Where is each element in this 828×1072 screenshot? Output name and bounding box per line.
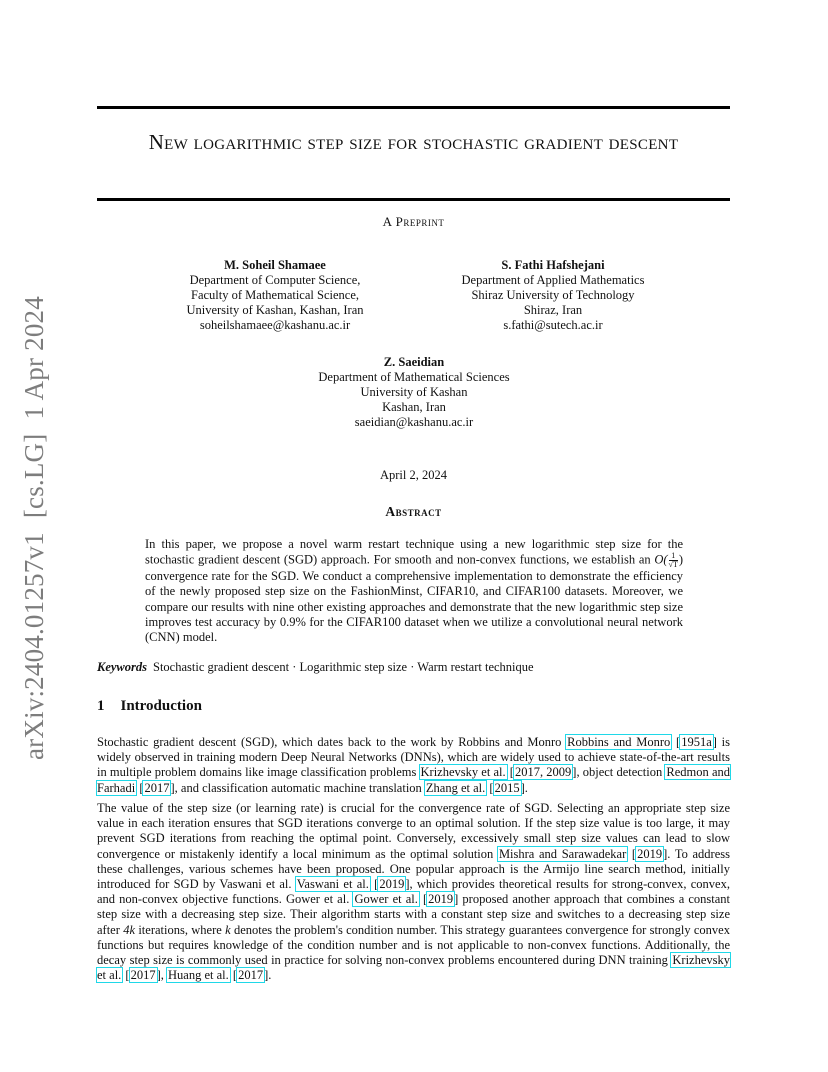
text-run: is widely observed in training modern Deep Neural Networks (DNNs), which are widely used to achieve state-of-the-art results in multiple problem domains like image classification problems [97,735,730,780]
citation-link[interactable]: Gower et al. [354,892,418,907]
citation-link[interactable]: Robbins and Monro [567,735,671,749]
author-email[interactable]: saeidian@kashanu.ac.ir [354,415,474,429]
citation-year-link[interactable]: 2019 [428,892,454,907]
paper-title: New logarithmic step size for stochastic gradient descent [148,130,679,154]
text-run: iterations, where [135,922,226,937]
citation-year-link[interactable]: 2017, 2009 [514,765,572,780]
section-number: 1 [97,698,105,714]
author-affiliation: Department of Computer Science, [189,273,361,287]
arxiv-category: [cs.LG] [19,433,49,519]
citation-year-link[interactable]: 1951a [681,735,712,749]
arxiv-stamp [19,282,50,760]
author-email[interactable]: s.fathi@sutech.ac.ir [503,318,603,332]
keywords-label: Keywords [97,660,147,674]
text-run: . [268,968,272,983]
text-run: Stochastic gradient descent (SGD), which dates back to the work by Robbins and Monro [97,735,567,749]
text-run: , [160,968,168,983]
preprint-label: A Preprint [382,214,445,229]
citation-year-link[interactable]: 2017 [144,780,170,795]
author-affiliation: Kashan, Iran [382,400,446,414]
math-fraction [669,552,678,569]
intro-paragraph-2: The value of the step size (or learning rate) is crucial for the convergence rate of SGD. Selecting an appropriate step size value in each iteration ensures that SGD iterations converge to an optimal solution. If the step size value is too large, it may prevent SGD iterations from reaching the optimal point. Conversely, excessively small step size values can lead to slow convergence or mistakenly identify a local minimum as the optimal solution Mishra and Sarawadekar [2019]. To address these challenges, various schemes have been proposed. One popular approach is the Armijo line search method, initially introduced for SGD by Vaswani et al. Vaswani et al. [2019], which provides theoretical results for strong-convex, convex, and non-convex objective functions. Gower et al. Gower et al. [2019] proposed another approach that combines a constant step size with a decreasing step size. Their algorithm starts with a constant step size and switches to a decreasing step size after 4k iterations, where k denotes the problem's condition number. This strategy guarantees convergence for strongly convex functions but requires knowledge of the condition number and is not applicable to non-convex functions. Additionally, the decay step size is commonly used in practice for solving non-convex problems encountered during DNN training Krizhevsky et al. [2017], Huang et al. [2017]. [97,801,731,983]
text-run: , object detection [576,765,666,780]
text-run: , which provides theoretical results for strong-convex, convex, and non-convex objective functions. Gower et al. [97,877,730,907]
author-affiliation: Department of Applied Mathematics [461,273,645,287]
citation-year-link[interactable]: 2017 [130,968,156,983]
math-inline: k [225,922,231,937]
citation-link[interactable]: Mishra and Sarawadekar [498,846,627,861]
author-block-1 [160,258,390,333]
text-run: denotes the problem's condition number. This strategy guarantees convergence for strongly convex functions but requires knowledge of the condition number and is not applicable to non-convex functions. Additionally, the decay step size is commonly used in practice for solving non-convex problems encountered during DNN training [97,922,730,968]
author-affiliation: Shiraz, Iran [523,303,583,317]
title-rule-bottom [97,198,730,201]
keywords [97,660,730,675]
author-name: M. Soheil Shamaee [224,258,326,272]
math-big-o: O( [654,552,668,567]
citation-year-link[interactable]: 2017 [238,968,264,983]
author-name: S. Fathi Hafshejani [501,258,605,272]
fraction-numerator: 1 [669,552,678,561]
text-run: The value of the step size (or learning rate) is crucial for the convergence rate of SGD. Selecting an appropriate step size value in each iteration ensures that SGD iterations converge to an optimal solution. If the step size value is too large, it may prevent SGD iterations from reaching the optimal point. Conversely, excessively small step size values can lead to slow convergence or mistakenly identify a local minimum as the optimal solution [97,801,730,861]
author-block-2 [438,258,668,333]
math-close-paren: ) [678,552,683,567]
citation-link[interactable]: Vaswani et al. [296,877,369,892]
text-run: . [524,780,528,795]
text-run: , and classification automatic machine translation [174,780,425,795]
text-run: . To address these challenges, various schemes have been proposed. One popular approach is the Armijo line search method, initially introduced for SGD by Vaswani et al. [97,846,730,892]
author-name: Z. Saeidian [383,355,445,369]
arxiv-date: 1 Apr 2024 [19,296,49,420]
section-heading [97,698,202,715]
math-percent: 0.9% [279,614,306,629]
arxiv-id: arXiv:2404.01257v1 [19,532,49,760]
abstract-text [145,537,683,645]
citation-year-link[interactable]: 2019 [379,877,405,892]
author-block-3 [300,355,528,430]
author-email[interactable]: soheilshamaee@kashanu.ac.ir [199,318,351,332]
citation-year-link[interactable]: 2015 [494,780,520,795]
intro-paragraph-1: Stochastic gradient descent (SGD), which dates back to the work by Robbins and Monro Robbins and Monro [1951a] is widely observed in training modern Deep Neural Networks (DNNs), which are widely used to achieve state-of-the-art results in multiple problem domains like image classification problems Krizhevsky et al. [2017, 2009], object detection Redmon and Farhadi [2017], and classification automatic machine translation Zhang et al. [2015]. [97,735,730,795]
citation-link[interactable]: Redmon and Farhadi [97,765,730,795]
section-title: Introduction [120,698,202,714]
math-inline: 4k [123,922,136,937]
citation-link[interactable]: Krizhevsky et al. [420,765,506,780]
author-affiliation: Shiraz University of Technology [471,288,635,302]
abstract-heading: Abstract [385,504,442,519]
author-affiliation: Department of Mathematical Sciences [318,370,510,384]
author-affiliation: University of Kashan [360,385,468,399]
citation-year-link[interactable]: 2019 [637,846,663,861]
author-affiliation: Faculty of Mathematical Science, [191,288,359,302]
citation-link[interactable]: Zhang et al. [425,780,486,795]
citation-link[interactable]: Krizhevsky et al. [97,953,730,983]
citation-link[interactable]: Huang et al. [168,968,229,983]
title-rule-top [97,106,730,109]
author-affiliation: University of Kashan, Kashan, Iran [186,303,364,317]
text-run: proposed another approach that combines a constant step size with a decreasing step size. Their algorithm starts with a constant step size and switches to a decreasing step size after [97,892,731,937]
abstract-part: In this paper, we propose a novel warm restart technique using a new logarithmic step size for the stochastic gradient descent (SGD) approach. For smooth and non-convex functions, we establish an [145,537,683,567]
paper-date: April 2, 2024 [379,468,447,482]
abstract-part: convergence rate for the SGD. We conduct a comprehensive implementation to demonstrate the efficiency of the newly proposed step size on the FashionMinst, CIFAR10, and CIFAR100 datasets. Moreover, we compare our results with nine other existing approaches and demonstrate that the new logarithmic step size improves test accuracy by [145,569,683,629]
keywords-text: Stochastic gradient descent · Logarithmic step size · Warm restart technique [153,660,534,674]
fraction-denominator: √T [668,560,678,570]
abstract-part: for the CIFAR100 dataset when we utilize a convolutional neural network (CNN) model. [145,614,683,645]
